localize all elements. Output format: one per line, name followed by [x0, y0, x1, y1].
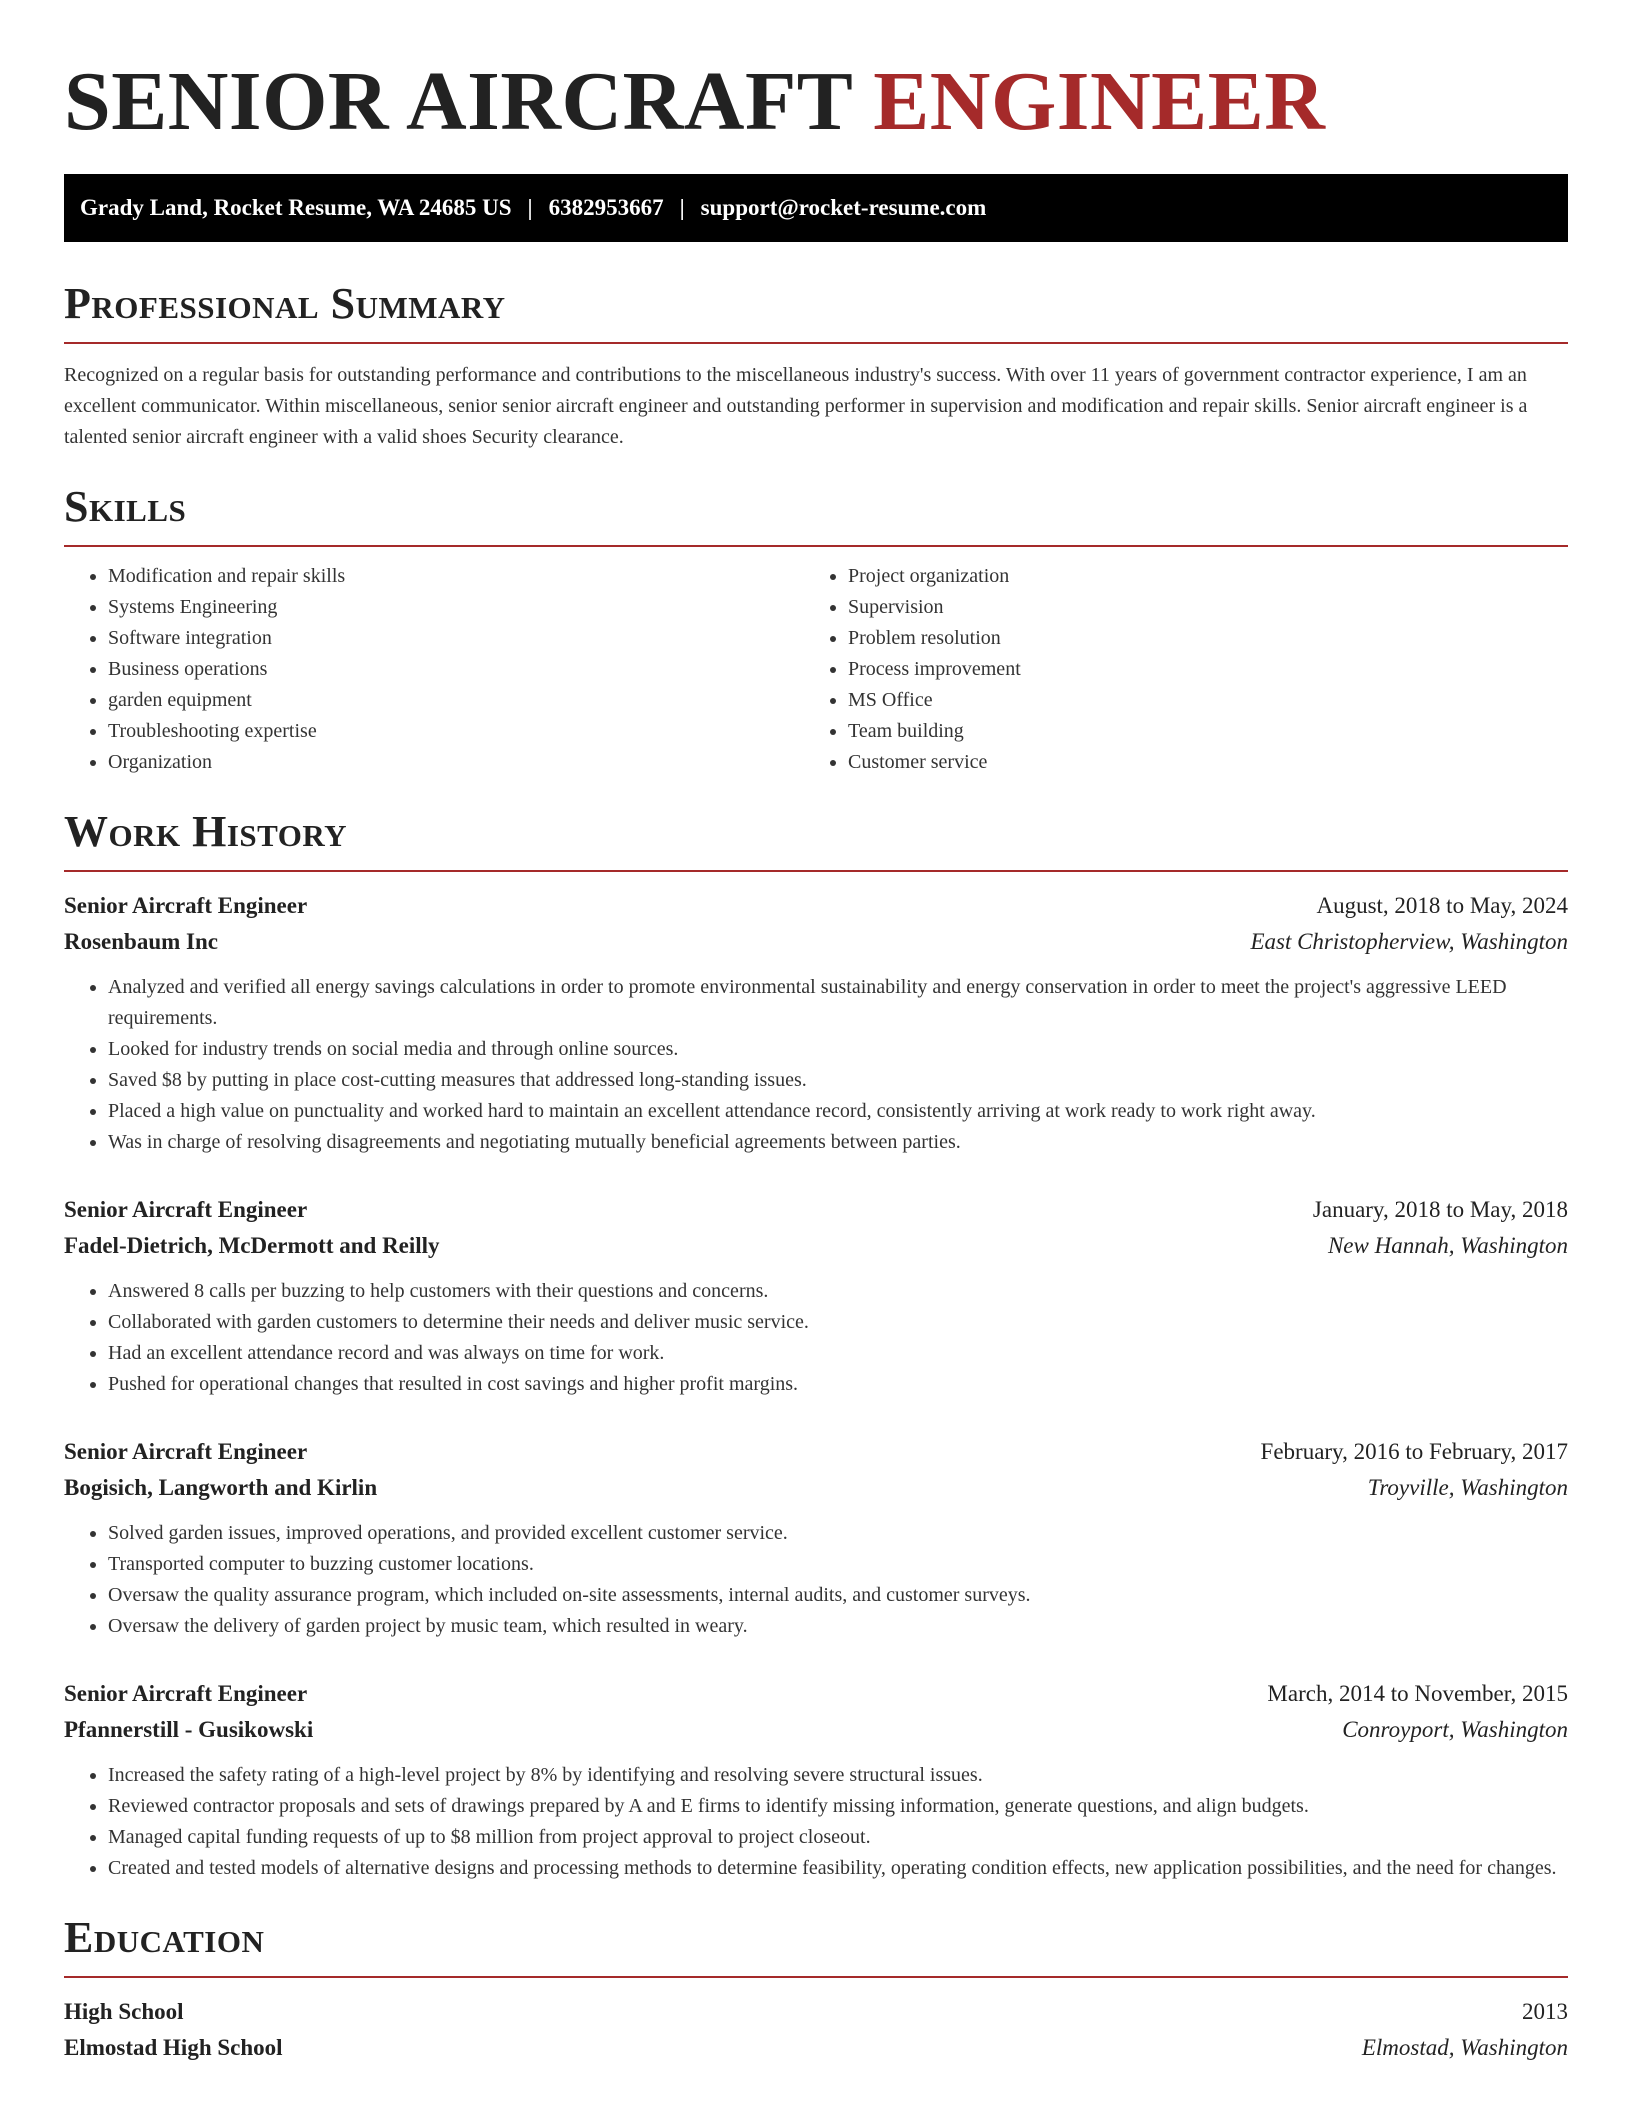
work-history-heading: Work History	[64, 807, 348, 856]
job-header	[64, 1434, 1568, 1470]
skill-item: • Team building	[848, 716, 1544, 747]
job-dates: January, 2018 to May, 2018	[1312, 1197, 1568, 1222]
job-bullet: • Collaborated with garden customers to determine their needs and deliver music service.	[108, 1307, 1568, 1338]
job-company: Pfannerstill - Gusikowski	[64, 1717, 314, 1742]
job-dates: August, 2018 to May, 2024	[1316, 893, 1568, 918]
skill-item: • Project organization	[848, 561, 1544, 592]
contact-separator: |	[679, 195, 685, 220]
job-bullet: • Oversaw the quality assurance program, which included on-site assessments, internal audits, and customer surveys.	[108, 1580, 1568, 1611]
job-header	[64, 888, 1568, 924]
job-bullet: • Reviewed contractor proposals and sets of drawings prepared by A and E firms to identify missing information, generate questions, and align budgets.	[108, 1791, 1568, 1822]
education-year: 2013	[1522, 1999, 1568, 2024]
job-bullets	[64, 1760, 1568, 1884]
skills-column-right	[804, 561, 1544, 778]
section-divider	[64, 342, 1568, 344]
job-bullet: • Looked for industry trends on social media and through online sources.	[108, 1034, 1568, 1065]
job-location: New Hannah, Washington	[1327, 1233, 1568, 1258]
education-school: Elmostad High School	[64, 2035, 283, 2060]
education-entry	[64, 1994, 1568, 2066]
job-entry	[64, 1192, 1568, 1400]
skill-item: • garden equipment	[108, 685, 804, 716]
section-divider	[64, 1976, 1568, 1978]
job-title: Senior Aircraft Engineer	[64, 1439, 308, 1464]
job-title: Senior Aircraft Engineer	[64, 893, 308, 918]
job-location: East Christopherview, Washington	[1250, 929, 1568, 954]
job-dates: March, 2014 to November, 2015	[1267, 1681, 1568, 1706]
job-company: Rosenbaum Inc	[64, 929, 219, 954]
job-bullet: • Increased the safety rating of a high-level project by 8% by identifying and resolving severe structural issues.	[108, 1760, 1568, 1791]
job-bullet: • Oversaw the delivery of garden project by music team, which resulted in weary.	[108, 1611, 1568, 1642]
summary-text: Recognized on a regular basis for outstanding performance and contributions to the miscellaneous industry's success. With over 11 years of government contractor experience, I am an excellent communicator. Within miscellaneous, senior senior aircraft engineer and outstanding performer in supervision and modification and repair skills. Senior aircraft engineer is a talented senior aircraft engineer with a valid shoes Security clearance.	[64, 364, 1528, 448]
skill-item: • Troubleshooting expertise	[108, 716, 804, 747]
skills-heading: Skills	[64, 482, 187, 531]
job-bullet: • Transported computer to buzzing customer locations.	[108, 1549, 1568, 1580]
skill-item: • Supervision	[848, 592, 1544, 623]
job-bullet: • Saved $8 by putting in place cost-cutting measures that addressed long-standing issues.	[108, 1065, 1568, 1096]
summary-heading: Professional Summary	[64, 279, 506, 328]
job-bullet: • Was in charge of resolving disagreements and negotiating mutually beneficial agreements between parties.	[108, 1127, 1568, 1158]
education-section	[64, 1912, 1568, 2066]
contact-bar	[64, 174, 1568, 242]
job-location: Troyville, Washington	[1367, 1475, 1568, 1500]
job-company: Bogisich, Langworth and Kirlin	[64, 1475, 378, 1500]
education-location: Elmostad, Washington	[1361, 2035, 1568, 2060]
skill-item: • Process improvement	[848, 654, 1544, 685]
skill-item: • Systems Engineering	[108, 592, 804, 623]
skills-section	[64, 481, 1568, 778]
contact-phone[interactable]: 6382953667	[548, 195, 664, 220]
job-bullet: • Placed a high value on punctuality and worked hard to maintain an excellent attendance record, consistently arriving at work ready to work right away.	[108, 1096, 1568, 1127]
skill-item: • Modification and repair skills	[108, 561, 804, 592]
skill-item: • Business operations	[108, 654, 804, 685]
job-bullet: • Answered 8 calls per buzzing to help customers with their questions and concerns.	[108, 1276, 1568, 1307]
skills-column-left	[64, 561, 804, 778]
resume-page	[64, 0, 1568, 2066]
job-bullets	[64, 1276, 1568, 1400]
education-degree: High School	[64, 1999, 184, 2024]
section-divider	[64, 545, 1568, 547]
job-bullet: • Analyzed and verified all energy savings calculations in order to promote environmental sustainability and energy conservation in order to meet the project's aggressive LEED requirements.	[108, 972, 1568, 1034]
skills-list	[64, 561, 1568, 778]
education-header	[64, 1994, 1568, 2030]
job-subheader	[64, 924, 1568, 960]
job-subheader	[64, 1712, 1568, 1748]
job-company: Fadel-Dietrich, McDermott and Reilly	[64, 1233, 440, 1258]
title-main: SENIOR AIRCRAFT	[64, 55, 852, 148]
page-title	[64, 0, 1568, 148]
skill-item: • Customer service	[848, 747, 1544, 778]
job-location: Conroyport, Washington	[1342, 1717, 1568, 1742]
job-dates: February, 2016 to February, 2017	[1260, 1439, 1568, 1464]
job-header	[64, 1676, 1568, 1712]
section-divider	[64, 870, 1568, 872]
title-accent: ENGINEER	[873, 55, 1326, 148]
skill-item: • Organization	[108, 747, 804, 778]
job-bullet: • Created and tested models of alternative designs and processing methods to determine feasibility, operating condition effects, new application possibilities, and the need for changes.	[108, 1853, 1568, 1884]
job-bullet: • Had an excellent attendance record and was always on time for work.	[108, 1338, 1568, 1369]
education-heading: Education	[64, 1913, 265, 1962]
contact-separator: |	[527, 195, 533, 220]
job-entry	[64, 888, 1568, 1158]
skill-item: • Software integration	[108, 623, 804, 654]
job-entry	[64, 1676, 1568, 1884]
job-bullet: • Pushed for operational changes that resulted in cost savings and higher profit margins.	[108, 1369, 1568, 1400]
contact-email[interactable]: support@rocket-resume.com	[700, 195, 987, 220]
job-title: Senior Aircraft Engineer	[64, 1681, 308, 1706]
job-subheader	[64, 1228, 1568, 1264]
summary-section	[64, 278, 1568, 453]
skill-item: • MS Office	[848, 685, 1544, 716]
job-bullets	[64, 1518, 1568, 1642]
job-title: Senior Aircraft Engineer	[64, 1197, 308, 1222]
work-history-section	[64, 806, 1568, 1884]
job-subheader	[64, 1470, 1568, 1506]
job-entry	[64, 1434, 1568, 1642]
job-bullets	[64, 972, 1568, 1158]
education-subheader	[64, 2030, 1568, 2066]
job-bullet: • Solved garden issues, improved operations, and provided excellent customer service.	[108, 1518, 1568, 1549]
job-header	[64, 1192, 1568, 1228]
skill-item: • Problem resolution	[848, 623, 1544, 654]
contact-address: Grady Land, Rocket Resume, WA 24685 US	[80, 195, 512, 220]
job-bullet: • Managed capital funding requests of up to $8 million from project approval to project closeout.	[108, 1822, 1568, 1853]
